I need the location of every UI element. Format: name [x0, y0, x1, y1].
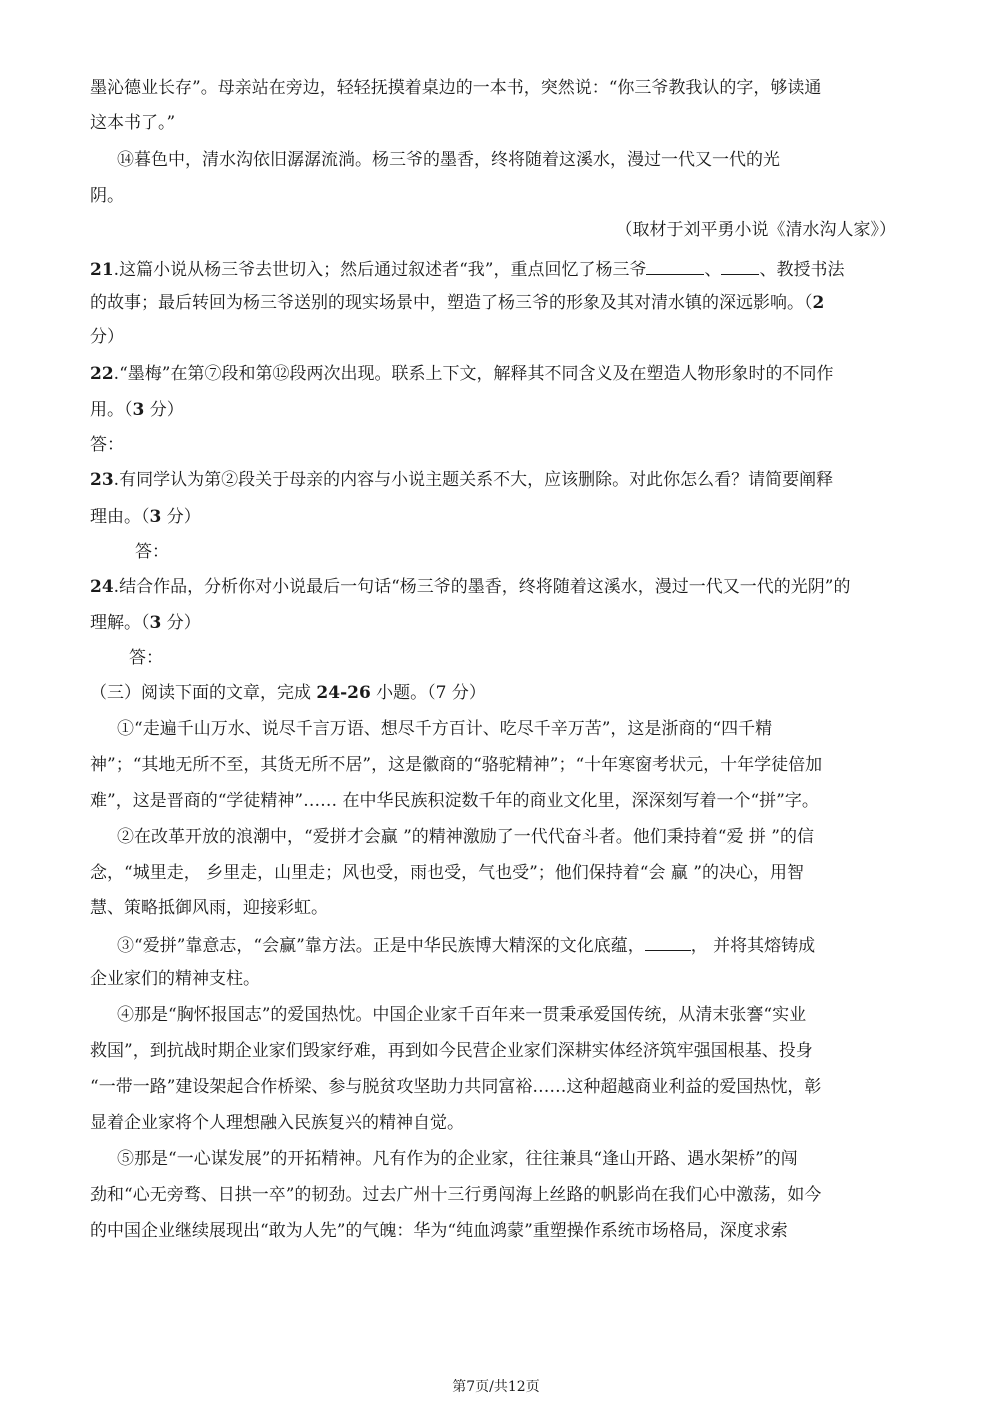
question-21: 21.这篇小说从杨三爷去世切入；然后通过叙述者“我”，重点回忆了杨三爷 、 、教授书法 [90, 256, 844, 282]
passage-line: 这本书了。” [90, 113, 176, 133]
answer-blank[interactable] [721, 256, 759, 275]
source-attribution: （取材于刘平勇小说《清水沟人家》） [615, 220, 896, 240]
answer-label: 答： [135, 542, 169, 562]
article-line: 的中国企业继续展现出“敢为人先”的气魄：华为“纯血鸿蒙”重塑操作系统市场格局，深度求索 [90, 1221, 788, 1241]
question-22-cont: 用。（3 分） [90, 400, 184, 420]
question-23-cont: 理由。（3 分） [90, 507, 201, 527]
question-number: 22 [90, 364, 114, 384]
question-23: 23.有同学认为第②段关于母亲的内容与小说主题关系不大，应该删除。对此你怎么看？请简要阐释 [90, 470, 834, 490]
section-3-intro: （三）阅读下面的文章，完成 24-26 小题。（7 分） [90, 683, 486, 703]
question-number: 24 [90, 577, 114, 597]
article-paragraph-1: ①“走遍千山万水、说尽千言万语、想尽千方百计、吃尽千辛万苦”，这是浙商的“四千精 [117, 719, 773, 739]
page-number: 第7页/共12页 [452, 1379, 540, 1395]
paragraph-14-cont: 阴。 [90, 186, 124, 206]
question-number: 21 [90, 260, 114, 280]
paragraph-14: ⑭暮色中，清水沟依旧潺潺流淌。杨三爷的墨香，终将随着这溪水，漫过一代又一代的光 [117, 150, 780, 170]
article-line: 难”，这是晋商的“学徒精神”…… 在中华民族积淀数千年的商业文化里，深深刻写着一个“拼”字。 [90, 791, 819, 811]
question-24: 24.结合作品，分析你对小说最后一句话“杨三爷的墨香，终将随着这溪水，漫过一代又一代的光阴”的 [90, 577, 851, 597]
article-paragraph-3: ③“爱拼”靠意志，“会赢”靠方法。正是中华民族博大精深的文化底蕴， ， 并将其熔铸成 [117, 932, 815, 958]
passage-line: 墨沁德业长存”。母亲站在旁边，轻轻抚摸着桌边的一本书，突然说：“你三爷教我认的字，够读通 [90, 78, 822, 98]
article-line: 企业家们的精神支柱。 [90, 969, 260, 989]
question-21-score: 分） [90, 327, 124, 347]
question-number: 23 [90, 470, 114, 490]
article-line: 劲和“心无旁骛、日拱一卒”的韧劲。过去广州十三行勇闯海上丝路的帆影尚在我们心中激荡，如今 [90, 1185, 822, 1205]
article-line: 显着企业家将个人理想融入民族复兴的精神自觉。 [90, 1113, 464, 1133]
answer-label: 答： [129, 648, 163, 668]
article-paragraph-2: ②在改革开放的浪潮中，“爱拼才会赢 ”的精神激励了一代代奋斗者。他们秉持着“爱 拼 ”的信 [117, 827, 814, 847]
article-line: 神”；“其地无所不至，其货无所不居”，这是徽商的“骆驼精神”；“十年寒窗考状元，十年学徒倍加 [90, 755, 823, 775]
article-paragraph-4: ④那是“胸怀报国志”的爱国热忱。中国企业家千百年来一贯秉承爱国传统，从清末张謇“实业 [117, 1005, 807, 1025]
article-line: 救国”，到抗战时期企业家们毁家纾难，再到如今民营企业家们深耕实体经济筑牢强国根基、投身 [90, 1041, 813, 1061]
article-line: “一带一路”建设架起合作桥梁、参与脱贫攻坚助力共同富裕……这种超越商业利益的爱国热忱，彰 [90, 1077, 822, 1097]
answer-label: 答： [90, 435, 124, 455]
article-line: 念，“城里走， 乡里走，山里走；风也受，雨也受，气也受”；他们保持着“会 赢 ”的决心，用智 [90, 863, 804, 883]
question-24-cont: 理解。（3 分） [90, 613, 201, 633]
question-22: 22.“墨梅”在第⑦段和第⑫段两次出现。联系上下文，解释其不同含义及在塑造人物形象时的不同作 [90, 364, 834, 384]
article-line: 慧、策略抵御风雨，迎接彩虹。 [90, 898, 328, 918]
question-21-cont: 的故事；最后转回为杨三爷送别的现实场景中，塑造了杨三爷的形象及其对清水镇的深远影响。（2 [90, 293, 825, 313]
article-paragraph-5: ⑤那是“一心谋发展”的开拓精神。凡有作为的企业家，往往兼具“逢山开路、遇水架桥”的闯 [117, 1149, 798, 1169]
answer-blank[interactable] [646, 256, 704, 275]
answer-blank[interactable] [645, 932, 691, 951]
